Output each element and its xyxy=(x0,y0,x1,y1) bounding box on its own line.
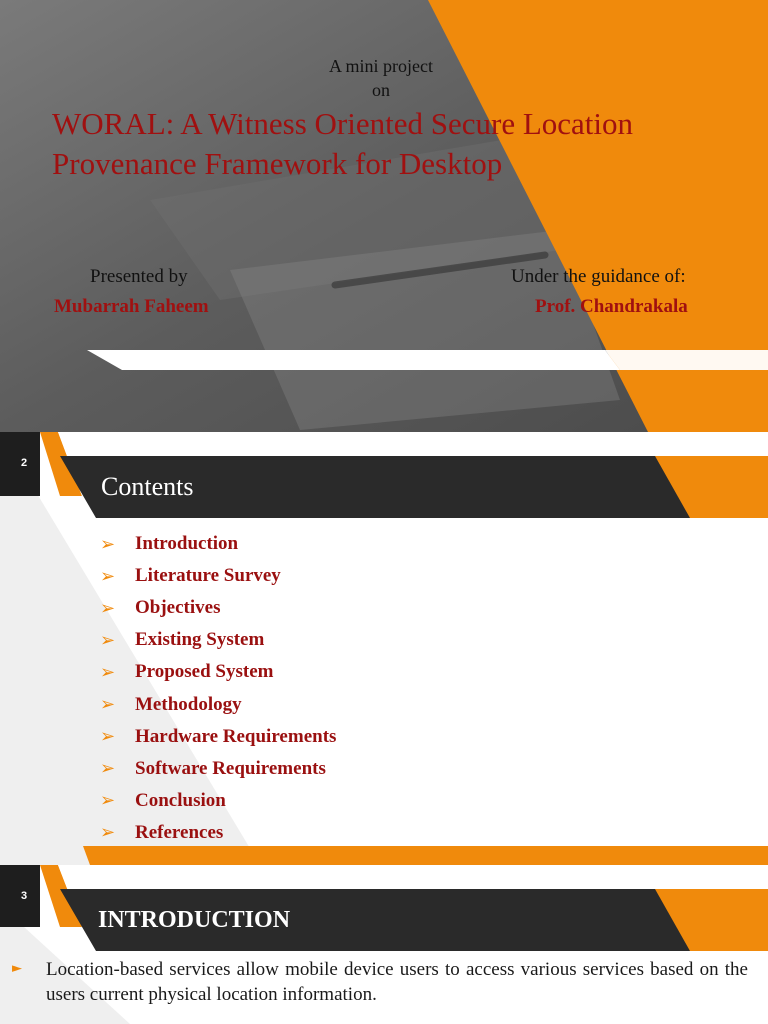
triangle-bullet-icon: ► xyxy=(12,961,22,976)
subtitle xyxy=(0,54,762,102)
contents-item-label: Existing System xyxy=(135,629,265,651)
intro-bullet-text: Location-based services allow mobile device users to access various services based on the users current physical location information. xyxy=(46,959,748,1005)
slide-title: WORAL: A Witness Oriented Secure Location Provenance Framework for Desktop xyxy=(52,106,634,181)
contents-item-label: References xyxy=(135,821,224,843)
arrow-bullet-icon: ➢ xyxy=(100,661,116,683)
contents-item-label: Introduction xyxy=(135,533,239,555)
slide-number: 2 xyxy=(21,457,28,469)
presented-by-label: Presented by xyxy=(90,266,188,287)
arrow-bullet-icon: ➢ xyxy=(100,790,116,812)
contents-item xyxy=(100,656,336,688)
presenter-name: Mubarrah Faheem xyxy=(54,296,209,317)
contents-item xyxy=(100,592,336,624)
arrow-bullet-icon: ➢ xyxy=(100,597,116,619)
slide-number: 3 xyxy=(21,890,28,902)
contents-item-label: Software Requirements xyxy=(135,757,326,779)
contents-item-label: Proposed System xyxy=(135,661,274,683)
contents-heading: Contents xyxy=(101,472,194,501)
contents-item-label: Literature Survey xyxy=(135,565,281,587)
arrow-bullet-icon: ➢ xyxy=(100,533,116,555)
contents-item-label: Hardware Requirements xyxy=(135,725,337,747)
contents-slide xyxy=(0,432,768,865)
contents-item xyxy=(100,688,336,720)
subtitle-line-1: A mini project xyxy=(329,56,433,76)
contents-item xyxy=(100,753,336,785)
contents-item-label: Conclusion xyxy=(135,789,226,811)
contents-item-label: Methodology xyxy=(135,693,242,715)
subtitle-line-2: on xyxy=(372,80,390,100)
arrow-bullet-icon: ➢ xyxy=(100,758,116,780)
arrow-bullet-icon: ➢ xyxy=(100,726,116,748)
guidance-label: Under the guidance of: xyxy=(511,266,686,287)
contents-list xyxy=(100,528,336,849)
contents-item xyxy=(100,817,336,849)
intro-bullet xyxy=(12,957,748,1007)
introduction-slide xyxy=(0,865,768,1024)
arrow-bullet-icon: ➢ xyxy=(100,629,116,651)
introduction-heading: INTRODUCTION xyxy=(98,907,291,933)
arrow-bullet-icon: ➢ xyxy=(100,565,116,587)
contents-item xyxy=(100,528,336,560)
guide-name: Prof. Chandrakala xyxy=(535,296,688,317)
contents-item xyxy=(100,785,336,817)
contents-item xyxy=(100,721,336,753)
contents-item xyxy=(100,624,336,656)
arrow-bullet-icon: ➢ xyxy=(100,822,116,844)
contents-item xyxy=(100,560,336,592)
arrow-bullet-icon: ➢ xyxy=(100,694,116,716)
contents-item-label: Objectives xyxy=(135,597,221,619)
title-slide xyxy=(0,0,768,432)
